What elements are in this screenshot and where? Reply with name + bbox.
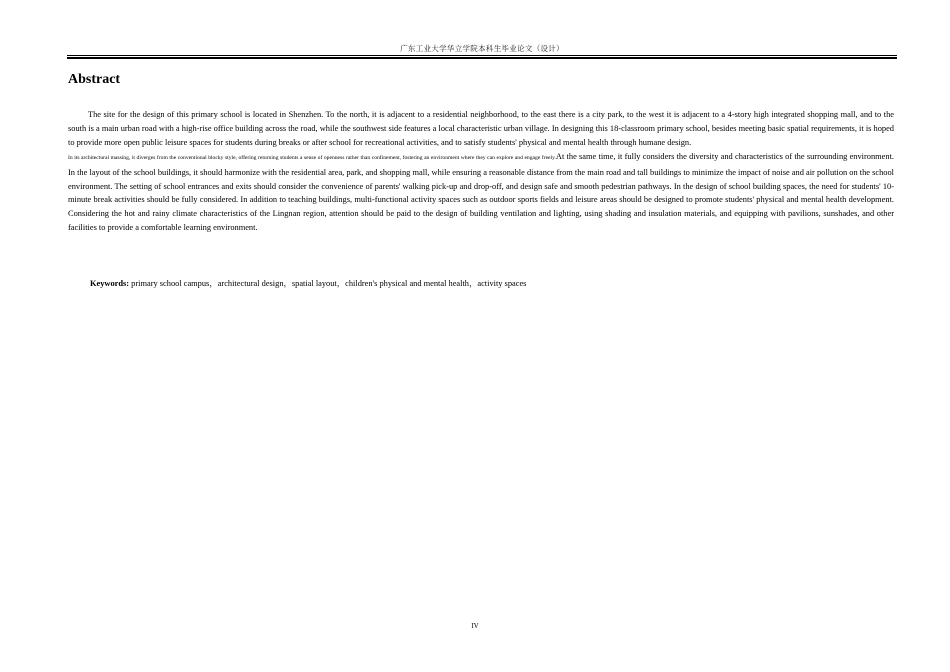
keywords-text: primary school campus，architectural design，spatial layout，children's physical and mental health，activity spaces: [129, 279, 527, 288]
page-number: IV: [471, 622, 479, 630]
abstract-paragraph-2-small-text: In its architectural massing, it diverges from the conventional blocky style, offering returning students a sense of openness rather than confinement, fostering an environment where they can explore and engage freely.: [68, 154, 556, 161]
abstract-paragraph-2-text: At the same time, it fully considers the diversity and characteristics of the surrounding environment. In the layout of the school buildings, it should harmonize with the residential area, park, and shopping mall, while ensuring a reasonable distance from the main road and tall buildings to minimize the impact of noise and air pollution on the school environment. The setting of school entrances and exits should consider the convenience of parents' walking pick-up and drop-off, and design safe and smooth pedestrian pathways. In the design of school building spaces, the need for students' 10-minute break activities should be fully considered. In addition to teaching buildings, multi-functional activity spaces such as outdoor sports fields and leisure areas should be designed to promote students' physical and mental health development. Considering the hot and rainy climate characteristics of the Lingnan region, attention should be paid to the design of building ventilation and lighting, using shading and insulation materials, and equipping with pavilions, sunshades, and other facilities to provide a comfortable learning environment.: [68, 151, 894, 233]
header-rule-thick: [67, 57, 897, 59]
abstract-body: [68, 108, 894, 235]
abstract-paragraph-1: The site for the design of this primary school is located in Shenzhen. To the north, it is adjacent to a residential neighborhood, to the east there is a city park, to the west it is adjacent to a 4-story high integrated shopping mall, and to the south is a main urban road with a high-rise office building across the road, while the southwest side features a local characteristic urban village. In designing this 18-classroom primary school, besides meeting basic spatial requirements, it is hoped to provide more open public leisure spaces for students during breaks or after school for recreational activities, and to satisfy students' physical and mental health through humane design.: [68, 110, 894, 147]
abstract-heading: Abstract: [68, 72, 121, 87]
keywords-label: Keywords:: [90, 279, 130, 288]
keywords-line: [90, 278, 526, 290]
header-rule-thin: [67, 55, 897, 56]
abstract-paragraph-2: [68, 150, 894, 235]
running-header: 广东工业大学华立学院本科生毕业论文（设计）: [400, 44, 564, 53]
